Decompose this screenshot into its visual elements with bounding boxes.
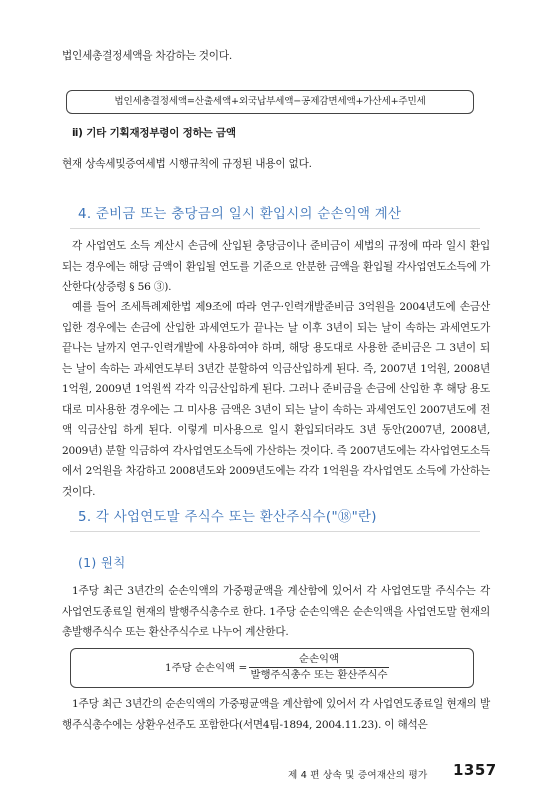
subsection-1-heading: (1) 원칙	[78, 555, 126, 570]
section-4-underline	[70, 228, 480, 229]
section-4-paragraph-2: 예를 들어 조세특례제한법 제9조에 따라 연구·인력개발준비금 3억원을 2004년도에 손금산입한 경우에는 손금에 산입한 과세연도가 끝나는 날 이후 3년이 되는 날이 속하는 과세연도가 끝나는 날까지 연구·인력개발에 사용하여야 하며, 해당 용도대로 사용한 준비금은 그 3년이 되는 날이 속하는 과세연도부터 3년간 분할하여 익금산입하게 된다. 즉, 2007년 1억원, 2008년 1억원, 2009년 1억원씩 각각 익금산입하게 된다. 그러나 준비금을 손금에 산입한 후 해당 용도대로 미사용한 경우에는 그 미사용 금액은 3년이 되는 날이 속하는 과세연도인 2007년도에 전액 익금산입 하게 된다. 이렇게 미사용으로 일시 환입되더라도 3년 동안(2007년, 2008년, 2009년) 분할 익금하여 각사업연도소득에 가산하는 것이다. 즉 2007년도에는 각사업연도소득에서 2억원을 차감하고 2008년도와 2009년도에는 각각 1억원을 각사업연도 소득에 가산하는 것이다.	[62, 301, 490, 498]
footer-chapter-title: 제 4 편 상속 및 증여재산의 평가	[288, 770, 428, 781]
section-5-heading: 5. 각 사업연도말 주식수 또는 환산주식수("⑱"란)	[78, 510, 377, 525]
tax-formula-box: 법인세총결정세액=산출세액+외국납부세액−공제감면세액+가산세+주민세	[66, 90, 474, 114]
formula-numerator: 순손익액	[298, 653, 340, 665]
subsection-ii-title: ⅱ) 기타 기획재정부령이 정하는 금액	[72, 127, 236, 139]
formula-lhs: 1주당 순손익액 =	[165, 662, 248, 674]
intro-line: 법인세총결정세액을 차감하는 것이다.	[62, 50, 233, 62]
per-share-formula-box	[70, 648, 474, 688]
formula-fraction	[247, 652, 391, 683]
subsection-ii-body: 현재 상속세및증여세법 시행규칙에 규정된 내용이 없다.	[62, 158, 312, 170]
section-5-underline	[70, 531, 480, 532]
page-number: 1357	[453, 761, 497, 779]
section-5-paragraph-1: 1주당 최근 3년간의 순손익액의 가중평균액을 계산함에 있어서 각 사업연도말 주식수는 각 사업연도종료일 현재의 발행주식총수로 한다. 1주당 순손익액은 순손익액을 사업연도말 현재의 총발행주식수 또는 환산주식수로 나누어 계산한다.	[62, 585, 490, 638]
formula-denominator: 발행주식총수 또는 환산주식수	[250, 669, 388, 681]
section-4-paragraph-1: 각 사업연도 소득 계산시 손금에 산입된 충당금이나 준비금이 세법의 규정에 따라 일시 환입되는 경우에는 해당 금액이 환입될 연도를 기준으로 안분한 금액을 환입될 각사업연도소득에 가산한다(상증령 § 56 ③).	[62, 240, 490, 293]
section-5-paragraph-2: 1주당 최근 3년간의 순손익액의 가중평균액을 계산함에 있어서 각 사업연도종료일 현재의 발행주식총수에는 상환우선주도 포함한다(서면4팀-1894, 2004.11.23). 이 해석은	[62, 698, 490, 731]
section-4-heading: 4. 준비금 또는 충당금의 일시 환입시의 순손익액 계산	[78, 207, 402, 222]
